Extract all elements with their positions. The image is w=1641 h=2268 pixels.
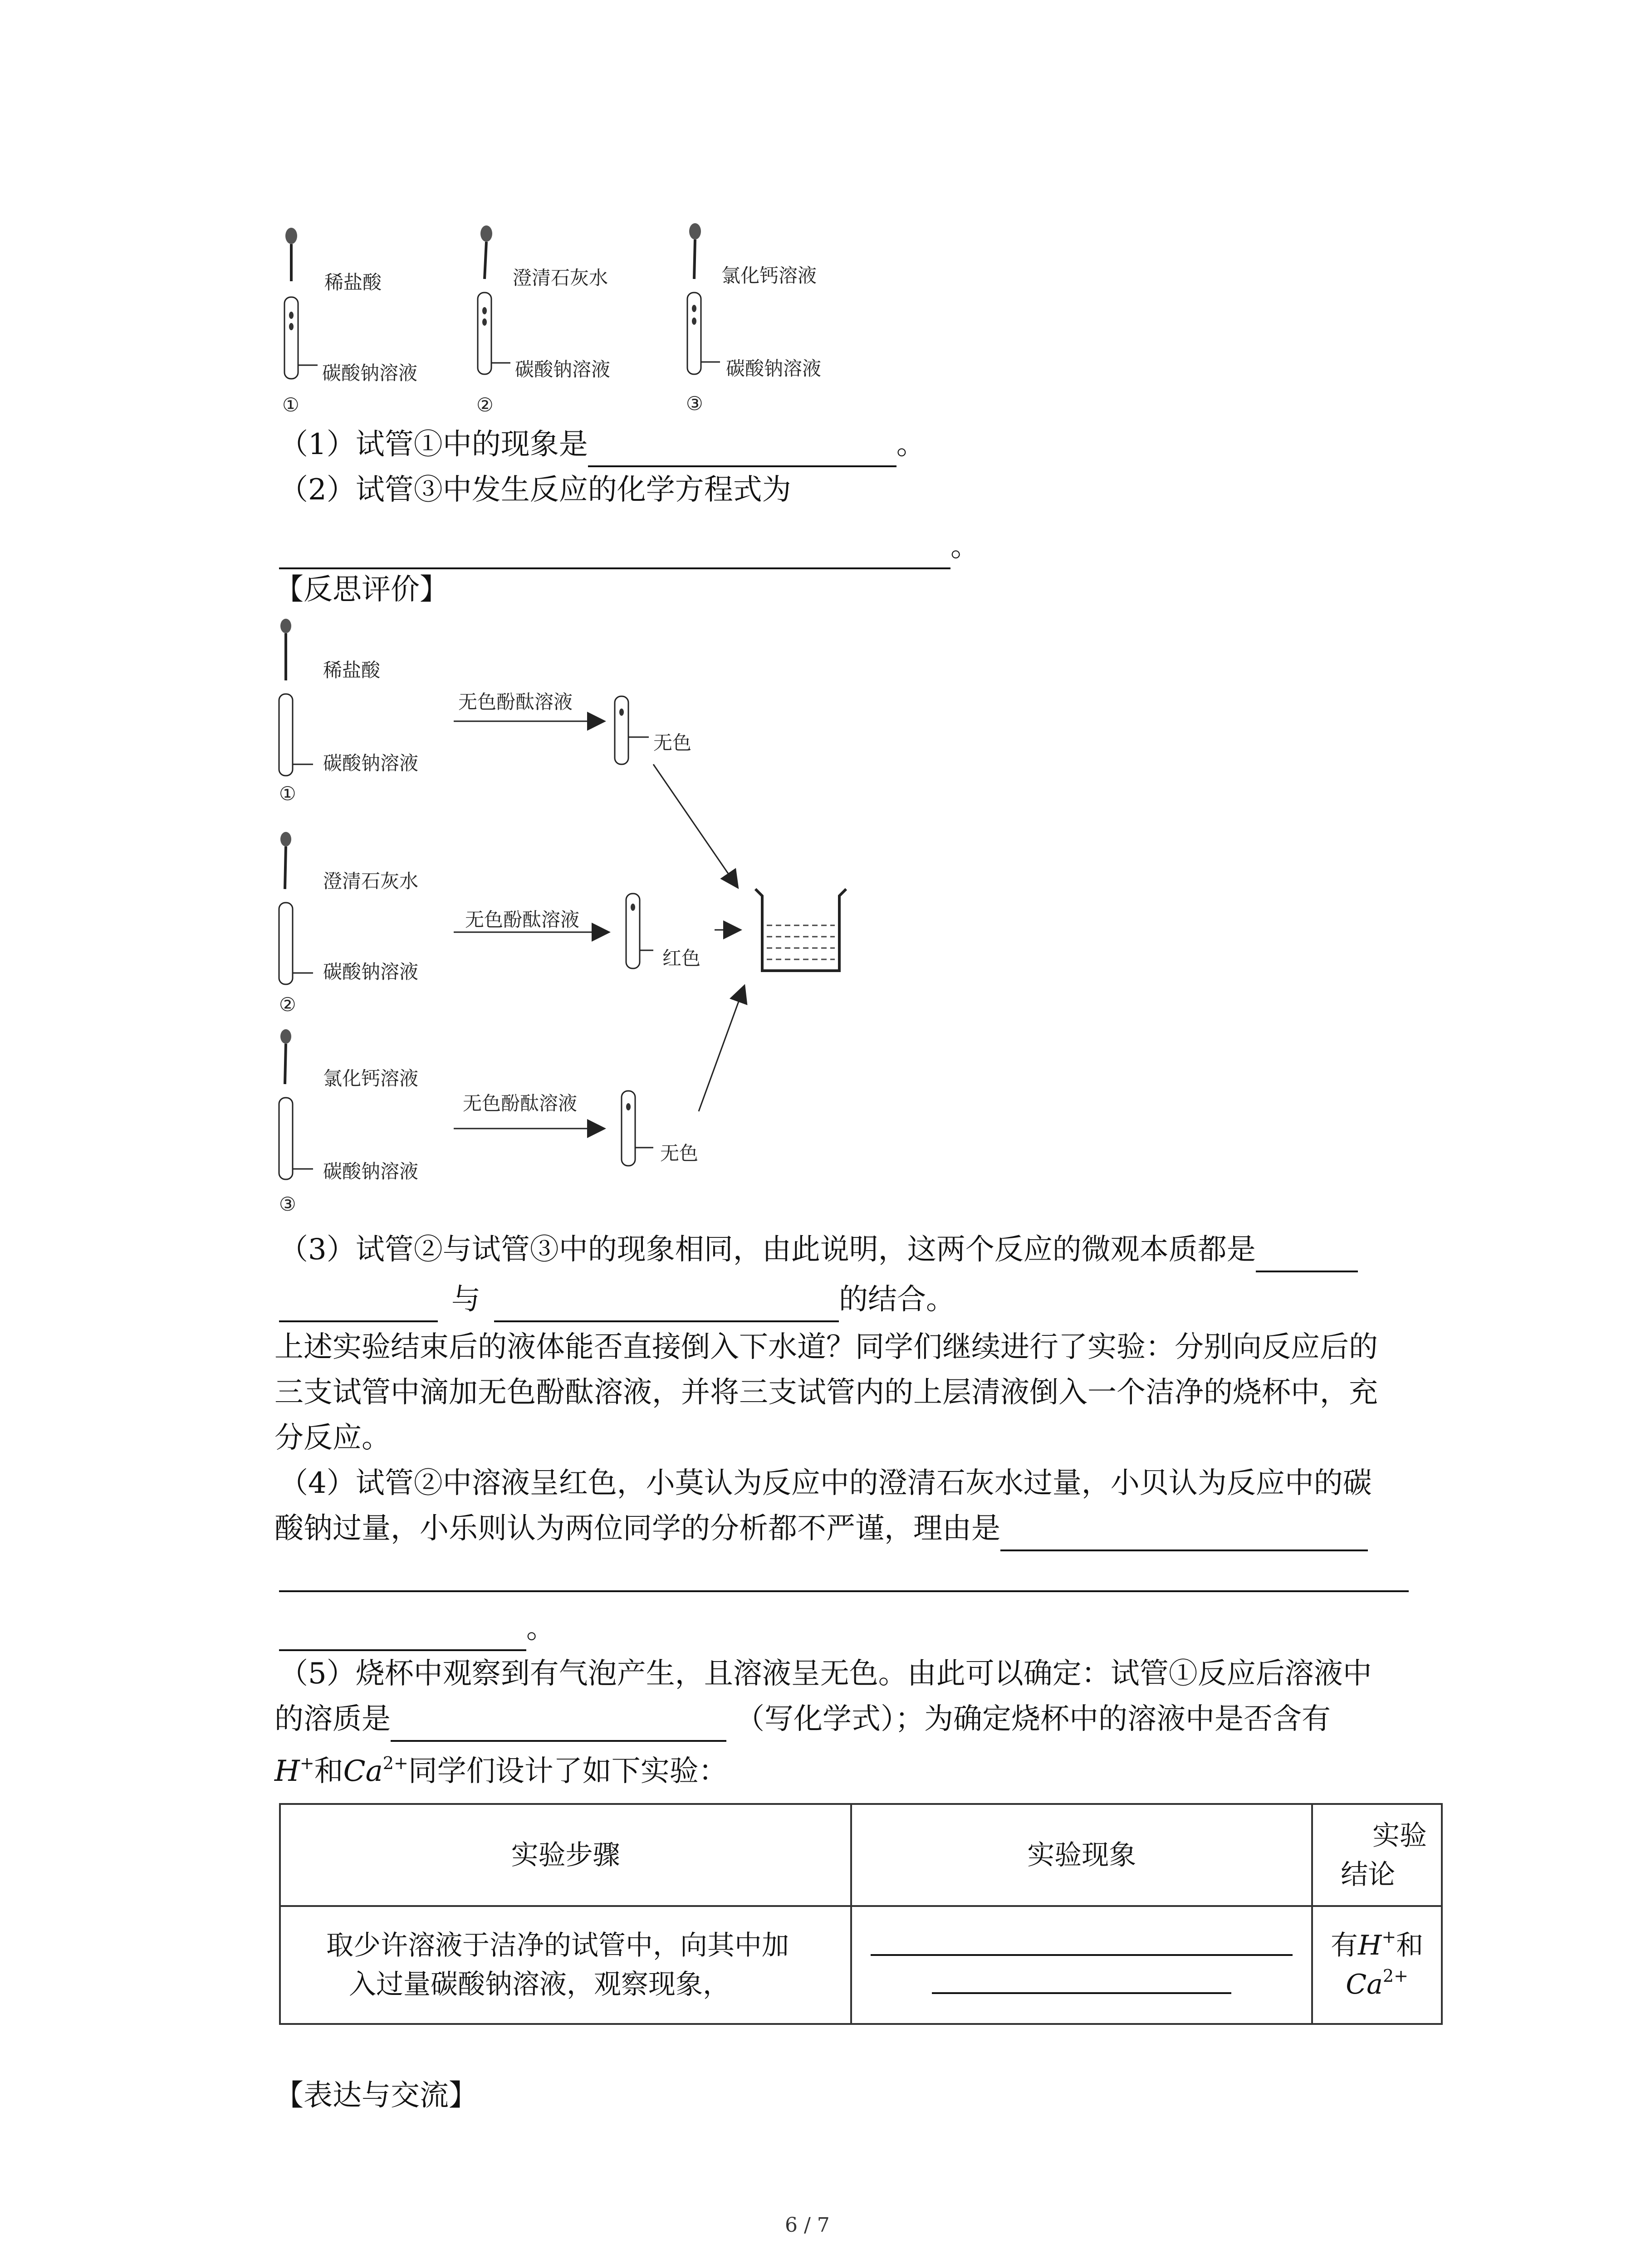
step-line-1: 取少许溶液于洁净的试管中，向其中加 xyxy=(326,1930,789,1961)
reflection-tube-number-1: ① xyxy=(279,782,296,805)
cell-phenomenon xyxy=(851,1906,1312,2024)
question-3-end: 的结合。 xyxy=(839,1283,955,1316)
conclusion-h-charge: + xyxy=(1381,1927,1396,1947)
paragraph-line-2: 三支试管中滴加无色酚酞溶液，并将三支试管内的上层清液倒入一个洁净的烧杯中，充 xyxy=(274,1376,1378,1409)
question-5-text-a: 的溶质是 xyxy=(274,1702,391,1736)
table-header-row xyxy=(280,1804,1442,1906)
answer-blank-5[interactable] xyxy=(391,1708,726,1742)
hydrogen-ion-symbol: H xyxy=(274,1755,300,1788)
tube-diagram-svg xyxy=(268,218,903,422)
question-1-text: （1）试管①中的现象是 xyxy=(279,428,588,461)
section-reflection: 【反思评价】 xyxy=(274,573,449,606)
tube-1 xyxy=(284,297,298,379)
answer-blank-4c[interactable] xyxy=(279,1618,526,1651)
beaker xyxy=(755,889,846,971)
reflection-arrow-label-2: 无色酚酞溶液 xyxy=(465,909,580,931)
reflection-dropper-label-3: 氯化钙溶液 xyxy=(323,1067,419,1090)
reflection-dropper-label-2: 澄清石灰水 xyxy=(323,870,419,892)
reflection-tube-number-2: ② xyxy=(279,993,296,1016)
question-5-line-2 xyxy=(274,1696,1331,1742)
reflection-result-label-2: 红色 xyxy=(662,947,701,969)
conjunction: 和 xyxy=(314,1755,343,1788)
conclusion-and: 和 xyxy=(1396,1930,1424,1961)
paragraph-line-1: 上述实验结束后的液体能否直接倒入下水道？同学们继续进行了实验：分别向反应后的 xyxy=(274,1330,1378,1364)
conclusion-h: H xyxy=(1358,1930,1382,1961)
answer-blank-table-1[interactable] xyxy=(871,1936,1293,1956)
answer-blank-table-2[interactable] xyxy=(932,1974,1231,1994)
question-5-text-c: 同学们设计了如下实验： xyxy=(408,1755,728,1788)
question-5-line-3 xyxy=(274,1749,728,1794)
header-conclusion-line-2: 结论 xyxy=(1341,1858,1396,1891)
answer-blank-4a[interactable] xyxy=(1000,1518,1368,1551)
header-conclusion-line-1: 实验 xyxy=(1372,1819,1427,1852)
figure-reflection xyxy=(268,612,903,1238)
calcium-ion-charge: 2+ xyxy=(382,1753,408,1773)
reflection-result-label-1: 无色 xyxy=(653,732,692,754)
hydrogen-ion-charge: + xyxy=(299,1753,314,1773)
question-1 xyxy=(279,422,926,467)
page-number: 6 / 7 xyxy=(785,2214,830,2237)
reflection-dropper-label-1: 稀盐酸 xyxy=(323,659,381,681)
answer-blank-4b[interactable] xyxy=(279,1590,1409,1592)
reflection-tube-label-1: 碳酸钠溶液 xyxy=(323,752,419,774)
tube-label-3: 碳酸钠溶液 xyxy=(726,357,822,380)
dropper-1 xyxy=(285,228,297,281)
dropper-label-1: 稀盐酸 xyxy=(324,271,382,293)
question-4-line-4 xyxy=(279,1606,555,1651)
section-expression: 【表达与交流】 xyxy=(274,2079,478,2112)
table-row xyxy=(280,1906,1442,2024)
dropper-3 xyxy=(689,223,701,279)
dropper-2 xyxy=(480,225,492,279)
answer-blank-3c[interactable] xyxy=(494,1289,839,1322)
question-4-text: 酸钠过量，小乐则认为两位同学的分析都不严谨，理由是 xyxy=(274,1512,1000,1545)
step-line-2: 入过量碳酸钠溶液，观察现象， xyxy=(349,1969,730,2000)
answer-blank-3b[interactable] xyxy=(279,1289,438,1322)
reflection-diagram-svg xyxy=(268,612,903,1238)
question-5-text-b: （写化学式）；为确定烧杯中的溶液中是否含有 xyxy=(735,1702,1331,1736)
conclusion-line-1 xyxy=(1313,1926,1440,1965)
dropper-label-2: 澄清石灰水 xyxy=(513,267,608,289)
question-2-end: 。 xyxy=(950,530,980,563)
tube-label-1: 碳酸钠溶液 xyxy=(322,362,418,384)
tube-2 xyxy=(478,293,491,374)
conclusion-ca: Ca xyxy=(1346,1969,1383,2000)
reflection-result-label-3: 无色 xyxy=(660,1142,699,1164)
question-5-line-1: （5）烧杯中观察到有气泡产生，且溶液呈无色。由此可以确定：试管①反应后溶液中 xyxy=(279,1657,1372,1691)
tube-label-2: 碳酸钠溶液 xyxy=(515,358,611,381)
dropper-label-3: 氯化钙溶液 xyxy=(721,264,817,287)
reflection-arrow-label-3: 无色酚酞溶液 xyxy=(463,1092,578,1114)
question-2-answer-line xyxy=(279,524,980,569)
cell-step xyxy=(280,1906,851,2024)
conclusion-ca-charge: 2+ xyxy=(1382,1966,1408,1986)
question-1-end: 。 xyxy=(896,428,926,461)
answer-blank-3a[interactable] xyxy=(1256,1239,1358,1272)
cell-conclusion xyxy=(1312,1906,1442,2024)
header-phenomenon: 实验现象 xyxy=(851,1804,1312,1906)
tube-number-1: ① xyxy=(282,394,299,416)
header-conclusion xyxy=(1312,1804,1442,1906)
question-3-text: （3）试管②与试管③中的现象相同，由此说明，这两个反应的微观本质都是 xyxy=(279,1233,1256,1266)
question-2: （2）试管③中发生反应的化学方程式为 xyxy=(279,473,791,507)
question-4-line-2 xyxy=(274,1506,1368,1551)
reflection-arrow-label-1: 无色酚酞溶液 xyxy=(458,691,573,713)
header-steps: 实验步骤 xyxy=(280,1804,851,1906)
conclusion-line-2 xyxy=(1313,1965,1440,2004)
answer-blank-2[interactable] xyxy=(279,536,950,569)
experiment-table xyxy=(279,1803,1443,2025)
reflection-tube-number-3: ③ xyxy=(279,1193,296,1215)
conclusion-prefix: 有 xyxy=(1331,1930,1358,1961)
tube-number-3: ③ xyxy=(686,392,703,415)
question-4-line-1: （4）试管②中溶液呈红色，小莫认为反应中的澄清石灰水过量，小贝认为反应中的碳 xyxy=(279,1466,1372,1500)
tube-number-2: ② xyxy=(476,394,494,416)
question-4-end: 。 xyxy=(526,1612,555,1645)
reflection-tube-label-3: 碳酸钠溶液 xyxy=(323,1160,419,1183)
answer-blank-1[interactable] xyxy=(588,434,896,467)
reflection-tube-label-2: 碳酸钠溶液 xyxy=(323,961,419,983)
question-3-mid: 与 xyxy=(451,1283,480,1316)
question-3-line-1 xyxy=(279,1227,1358,1272)
question-3-line-2 xyxy=(279,1277,955,1322)
paragraph-line-3: 分反应。 xyxy=(274,1421,391,1455)
figure-three-tubes xyxy=(268,218,903,422)
calcium-ion-symbol: Ca xyxy=(343,1755,383,1788)
